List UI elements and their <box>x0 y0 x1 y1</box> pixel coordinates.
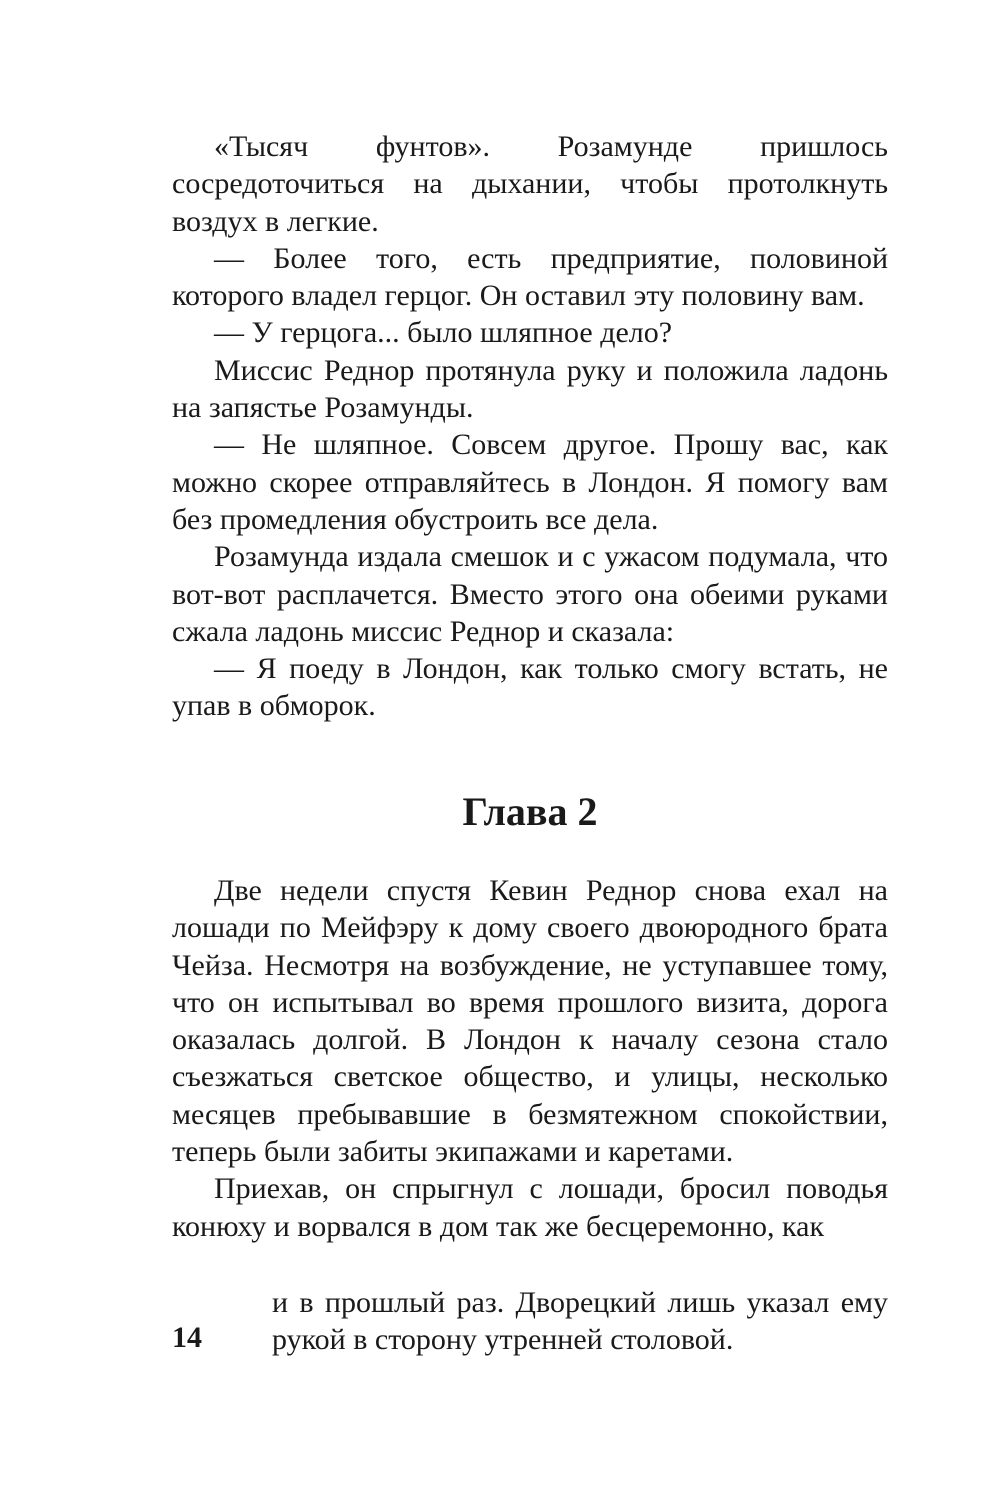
paragraph: «Тысяч фунтов». Розамунде пришлось сосредоточиться на дыхании, чтобы протолкнуть воздух в легкие. <box>172 130 888 238</box>
text-section-two <box>172 872 888 1245</box>
paragraph: Розамунда издала смешок и с ужасом подумала, что вот-вот расплачется. Вместо этого она обеими руками сжала ладонь миссис Реднор и сказала: <box>172 540 888 648</box>
page-number: 14 <box>172 1321 202 1354</box>
paragraph: — У герцога... было шляпное дело? <box>214 316 673 350</box>
text-section-one <box>172 128 888 725</box>
paragraph: — Я поеду в Лондон, как только смогу встать, не упав в обморок. <box>172 652 888 723</box>
paragraph: — Не шляпное. Совсем другое. Прошу вас, как можно скорее отправляйтесь в Лондон. Я помогу вам без промедления обустроить все дела. <box>172 428 888 536</box>
paragraph: Миссис Реднор протянула руку и положила ладонь на запястье Розамунды. <box>172 353 888 425</box>
paragraph-continuation <box>272 1284 888 1359</box>
paragraph: Приехав, он спрыгнул с лошади, бросил поводья конюху и ворвался в дом так же бесцеремонно, как <box>172 1172 888 1243</box>
paragraph: — Более того, есть предприятие, половиной которого владел герцог. Он оставил эту половину вам. <box>172 241 888 313</box>
paragraph: Две недели спустя Кевин Реднор снова ехал на лошади по Мейфэру к дому своего двоюродного брата Чейза. Несмотря на возбуждение, не уступавшее тому, что он испытывал во время прошлого визита, дорога оказалась долгой. В Лондон к началу сезона стало съезжаться светское общество, и улицы, несколько месяцев пребывавшие в безмятежном спокойствии, теперь были забиты экипажами и каретами. <box>172 874 888 1169</box>
chapter-title: Глава 2 <box>462 789 598 834</box>
paragraph-continuation-text: и в прошлый раз. Дворецкий лишь указал ему рукой в сторону утренней столовой. <box>272 1286 888 1357</box>
